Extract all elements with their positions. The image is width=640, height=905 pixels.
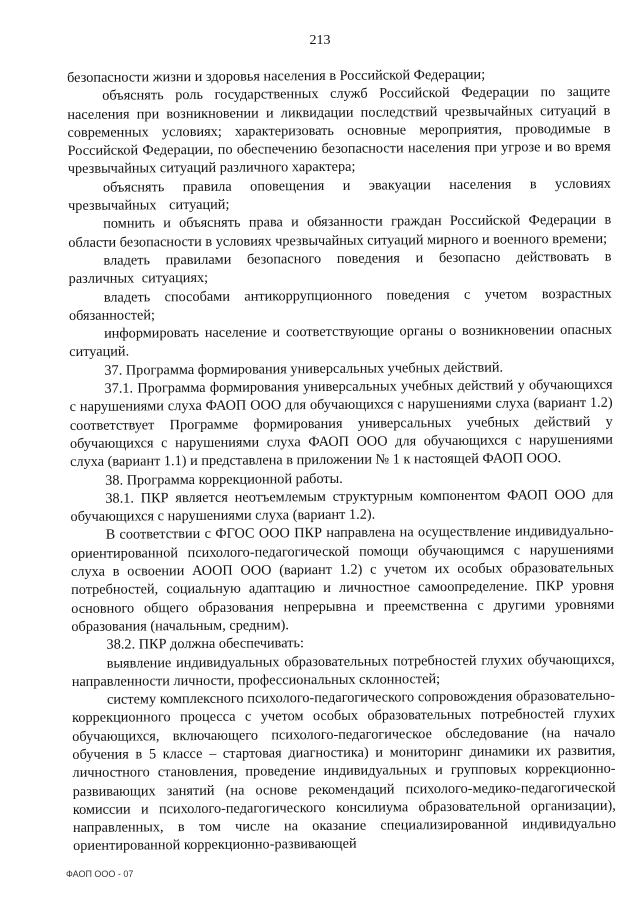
paragraph: объяснять роль государственных служб Российской Федерации по защите населения при возникновении и ликвидации последствий чрезвычайных ситуаций в современных условиях; характеризовать основные мероприятия, проводимые в Российской Федерации, по обеспечению безопасности населения при угрозе и во время чрезвычайных ситуаций различного характера; bbox=[67, 84, 611, 178]
paragraph: информировать население и соответствующие органы о возникновении опасных ситуаций. bbox=[69, 321, 613, 361]
section-heading: 37. Программа формирования универсальных учебных действий. bbox=[104, 359, 504, 379]
page-footer: ФАОП ООО - 07 bbox=[66, 869, 134, 879]
paragraph: 37.1. Программа формирования универсальных учебных действий у обучающихся с нарушениями слуха ФАОП ООО для обучающихся с нарушениями слуха (вариант 1.2) соответствует Программе формирования универсальных учебных действий у обучающихся с нарушениями слуха ФАОП ООО для обучающихся с нарушениями слуха (вариант 1.1) и представлена в приложении № 1 к настоящей ФАОП ООО. bbox=[69, 376, 613, 471]
paragraph: безопасности жизни и здоровья населения в Российской Федерации; bbox=[67, 66, 486, 86]
paragraph: 38.2. ПКР должна обеспечивать: bbox=[106, 635, 305, 653]
document-text bbox=[67, 65, 616, 856]
page-number: 213 bbox=[309, 33, 331, 48]
paragraph: владеть способами антикоррупционного поведения с учетом возрастных обязанностей; bbox=[68, 285, 612, 324]
section-heading: 38. Программа коррекционной работы. bbox=[105, 470, 343, 489]
paragraph: выявление индивидуальных образовательных потребностей глухих обучающихся, направленности личности, профессиональных склонностей; bbox=[71, 651, 615, 690]
paragraph: объяснять правила оповещения и эвакуации населения в условиях чрезвычайных ситуаций; bbox=[68, 175, 611, 215]
paragraph: владеть правилами безопасного поведения и безопасно действовать в различных ситуациях; bbox=[68, 248, 612, 288]
paragraph: 38.1. ПКР является неотъемлемым структурным компонентом ФАОП ООО для обучающихся с нарушениями слуха (вариант 1.2). bbox=[70, 486, 614, 526]
paragraph: систему комплексного психолого-педагогического сопровождения образовательно-коррекционного процесса с учетом особых образовательных потребностей глухих обучающихся, включающего психолого-педагогическое обследование (на начало обучения в 5 классе – стартовая диагностика) и мониторинг динамики их развития, личностного становления, проведение индивидуальных и групповых коррекционно-развивающих занятий (на основе рекомендаций психолого-медико-педагогической комиссии и психолого-педагогического консилиума образовательной организации), направленных, в том числе на оказание специализированной индивидуально ориентированной коррекционно-развивающей bbox=[72, 687, 617, 855]
paragraph: В соответствии с ФГОС ООО ПКР направлена на осуществление индивидуально-ориентированной психолого-педагогической помощи обучающимся с нарушениями слуха в освоении АООП ООО (вариант 1.2) с учетом их особых образовательных потребностей, социальную адаптацию и личностное самоопределение. ПКР уровня основного общего образования непрерывна и преемственна с другими уровнями образования (начальным, средним). bbox=[70, 523, 615, 635]
paragraph: помнить и объяснять права и обязанности граждан Российской Федерации в области безопасности в условиях чрезвычайных ситуаций мирного и военного времени; bbox=[68, 212, 612, 251]
